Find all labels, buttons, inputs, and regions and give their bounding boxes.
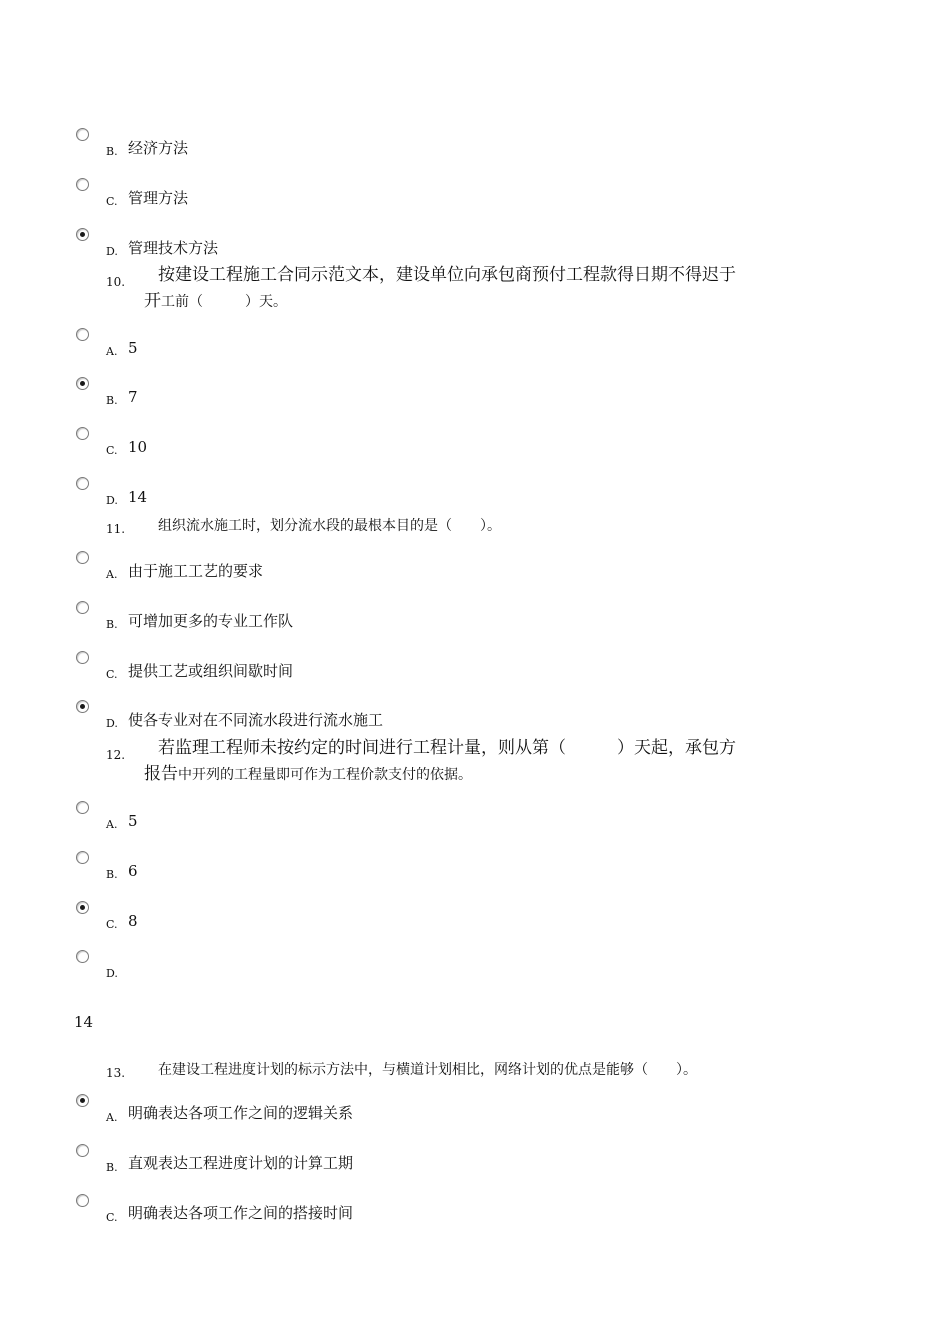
q13-option-c-radio[interactable] — [76, 1194, 89, 1207]
q13-option-b-radio[interactable] — [76, 1144, 89, 1157]
q12-option-d-value: 14 — [74, 1013, 94, 1031]
q10-option-b-radio[interactable] — [76, 377, 89, 390]
question-text-line2 — [144, 763, 472, 786]
option-text: 经济方法 — [128, 139, 189, 157]
option-letter: B. — [106, 1161, 118, 1174]
q10-option-c-radio[interactable] — [76, 427, 89, 440]
option-text: 7 — [128, 388, 138, 406]
option-letter: C. — [106, 918, 118, 931]
option-text: 明确表达各项工作之间的逻辑关系 — [128, 1104, 354, 1122]
option-letter: D. — [106, 717, 118, 730]
question-number: 12. — [106, 748, 126, 762]
option-text: 可增加更多的专业工作队 — [128, 612, 294, 630]
q12-option-b-radio[interactable] — [76, 851, 89, 864]
q11-option-c-radio[interactable] — [76, 651, 89, 664]
option-text: 14 — [128, 488, 148, 506]
question-text-line1: 若监理工程师未按约定的时间进行工程计量，则从第（ ）天起，承包方 — [158, 738, 736, 758]
option-text: 管理技术方法 — [128, 239, 219, 257]
option-text: 直观表达工程进度计划的计算工期 — [128, 1154, 354, 1172]
question-text-small: 中开列的工程量即可作为工程价款支付的依据。 — [178, 767, 472, 783]
option-letter: A. — [106, 1111, 118, 1124]
q9-option-d-radio[interactable] — [76, 228, 89, 241]
q12-option-d-radio[interactable] — [76, 950, 89, 963]
q13-option-a-radio[interactable] — [76, 1094, 89, 1107]
option-letter: A. — [106, 818, 118, 831]
option-letter: D. — [106, 245, 118, 258]
option-letter: B. — [106, 394, 118, 407]
option-text: 明确表达各项工作之间的搭接时间 — [128, 1204, 354, 1222]
option-text: 提供工艺或组织间歇时间 — [128, 662, 294, 680]
option-text: 8 — [128, 912, 138, 930]
option-letter: D. — [106, 967, 118, 980]
option-text: 使各专业对在不同流水段进行流水施工 — [128, 711, 384, 729]
question-text-small: 工前（ ）天。 — [161, 294, 287, 310]
q11-option-d-radio[interactable] — [76, 700, 89, 713]
option-text: 5 — [128, 812, 138, 830]
option-letter: D. — [106, 494, 118, 507]
option-text: 管理方法 — [128, 189, 189, 207]
option-letter: C. — [106, 1211, 118, 1224]
q10-option-a-radio[interactable] — [76, 328, 89, 341]
q11-option-b-radio[interactable] — [76, 601, 89, 614]
question-number: 11. — [106, 522, 126, 536]
option-letter: A. — [106, 345, 118, 358]
question-number: 10. — [106, 275, 126, 289]
question-text-big: 开 — [144, 291, 161, 311]
question-text-line1: 在建设工程进度计划的标示方法中，与横道计划相比，网络计划的优点是能够（ ）。 — [158, 1062, 697, 1078]
option-letter: C. — [106, 444, 118, 457]
option-letter: B. — [106, 618, 118, 631]
question-text-big: 报告 — [144, 764, 178, 784]
q9-option-c-radio[interactable] — [76, 178, 89, 191]
question-text-line1: 组织流水施工时，划分流水段的最根本目的是（ ）。 — [158, 518, 501, 534]
question-number: 13. — [106, 1066, 126, 1080]
q12-option-a-radio[interactable] — [76, 801, 89, 814]
option-letter: C. — [106, 195, 118, 208]
option-letter: B. — [106, 868, 118, 881]
option-text: 由于施工工艺的要求 — [128, 562, 264, 580]
option-letter: A. — [106, 568, 118, 581]
question-text-line1: 按建设工程施工合同示范文本，建设单位向承包商预付工程款得日期不得迟于 — [158, 265, 736, 285]
question-text-line2 — [144, 290, 287, 313]
option-letter: C. — [106, 668, 118, 681]
option-text: 5 — [128, 339, 138, 357]
q10-option-d-radio[interactable] — [76, 477, 89, 490]
option-text: 10 — [128, 438, 148, 456]
option-letter: B. — [106, 145, 118, 158]
q9-option-b-radio[interactable] — [76, 128, 89, 141]
q11-option-a-radio[interactable] — [76, 551, 89, 564]
q12-option-c-radio[interactable] — [76, 901, 89, 914]
option-text: 6 — [128, 862, 138, 880]
